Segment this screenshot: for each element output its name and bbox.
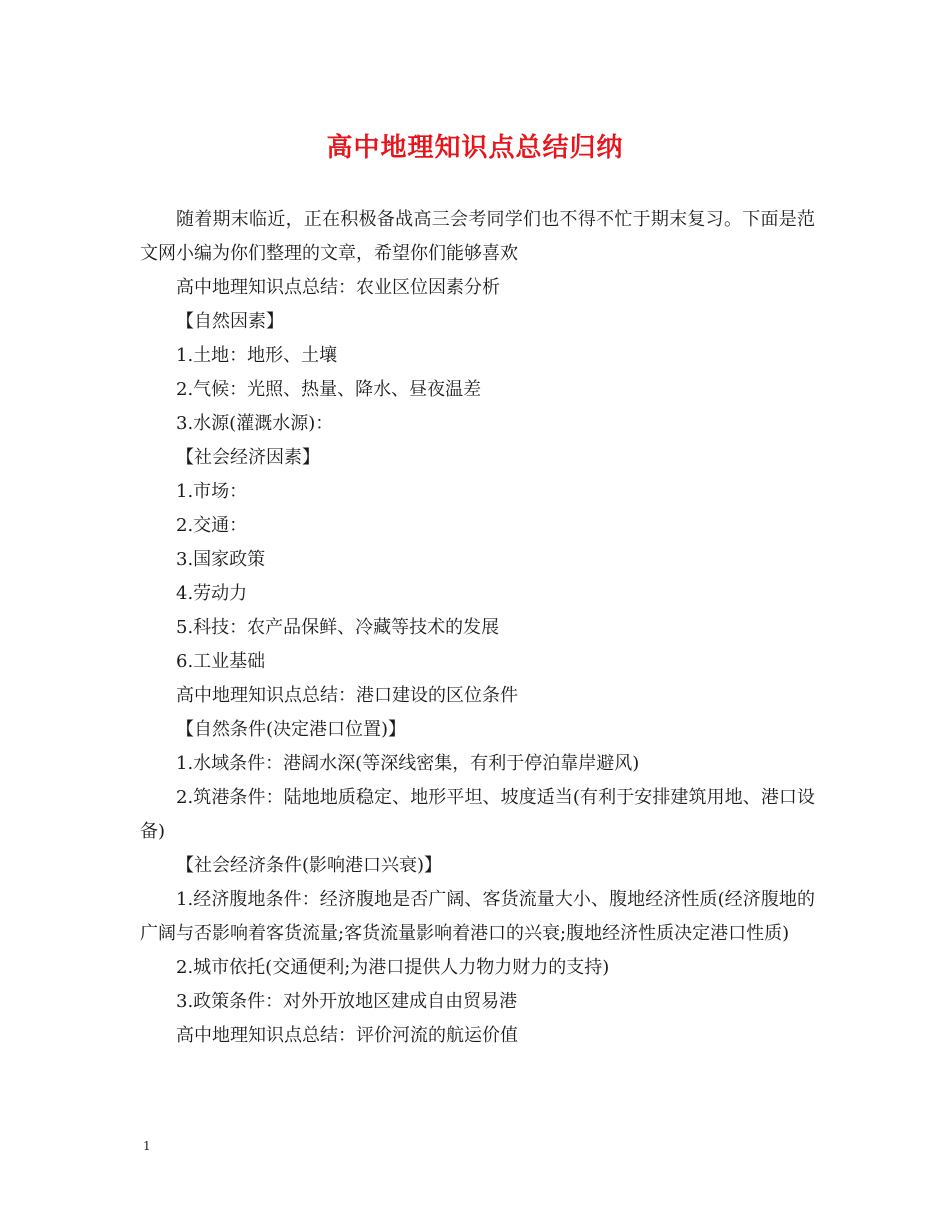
subsection-heading: 【自然条件(决定港口位置)】	[176, 719, 407, 740]
list-item: 3.政策条件：对外开放地区建成自由贸易港	[176, 991, 518, 1012]
list-item: 3.国家政策	[176, 549, 266, 570]
list-item: 5.科技：农产品保鲜、冷藏等技术的发展	[176, 617, 500, 638]
list-item: 1.土地：地形、土壤	[176, 345, 338, 366]
section-heading: 高中地理知识点总结：港口建设的区位条件	[176, 685, 518, 706]
list-item: 2.气候：光照、热量、降水、昼夜温差	[176, 379, 482, 400]
document-title: 高中地理知识点总结归纳	[326, 133, 624, 163]
subsection-heading: 【社会经济条件(影响港口兴衰)】	[176, 855, 443, 876]
list-item: 1.市场：	[176, 481, 248, 502]
paragraph: 随着期末临近，正在积极备战高三会考同学们也不得不忙于期末复习。下面是范文网小编为你们整理的文章，希望你们能够喜欢	[140, 209, 815, 264]
section-heading: 高中地理知识点总结：农业区位因素分析	[176, 277, 500, 298]
list-item: 1.水域条件：港阔水深(等深线密集，有利于停泊靠岸避风)	[176, 753, 640, 774]
list-item: 2.筑港条件：陆地地质稳定、地形平坦、坡度适当(有利于安排建筑用地、港口设备)	[140, 787, 815, 842]
subsection-heading: 【自然因素】	[176, 311, 284, 332]
list-item: 3.水源(灌溉水源)：	[176, 413, 334, 434]
list-item: 1.经济腹地条件：经济腹地是否广阔、客货流量大小、腹地经济性质(经济腹地的广阔与否影响着客货流量;客货流量影响着港口的兴衰;腹地经济性质决定港口性质)	[140, 889, 815, 944]
list-item: 6.工业基础	[176, 651, 266, 672]
subsection-heading: 【社会经济因素】	[176, 447, 320, 468]
list-item: 2.交通：	[176, 515, 248, 536]
list-item: 4.劳动力	[176, 583, 248, 604]
page-number: 1	[143, 1139, 151, 1153]
section-heading: 高中地理知识点总结：评价河流的航运价值	[176, 1025, 518, 1046]
document-body	[140, 203, 815, 1053]
list-item: 2.城市依托(交通便利;为港口提供人力物力财力的支持)	[176, 957, 610, 978]
